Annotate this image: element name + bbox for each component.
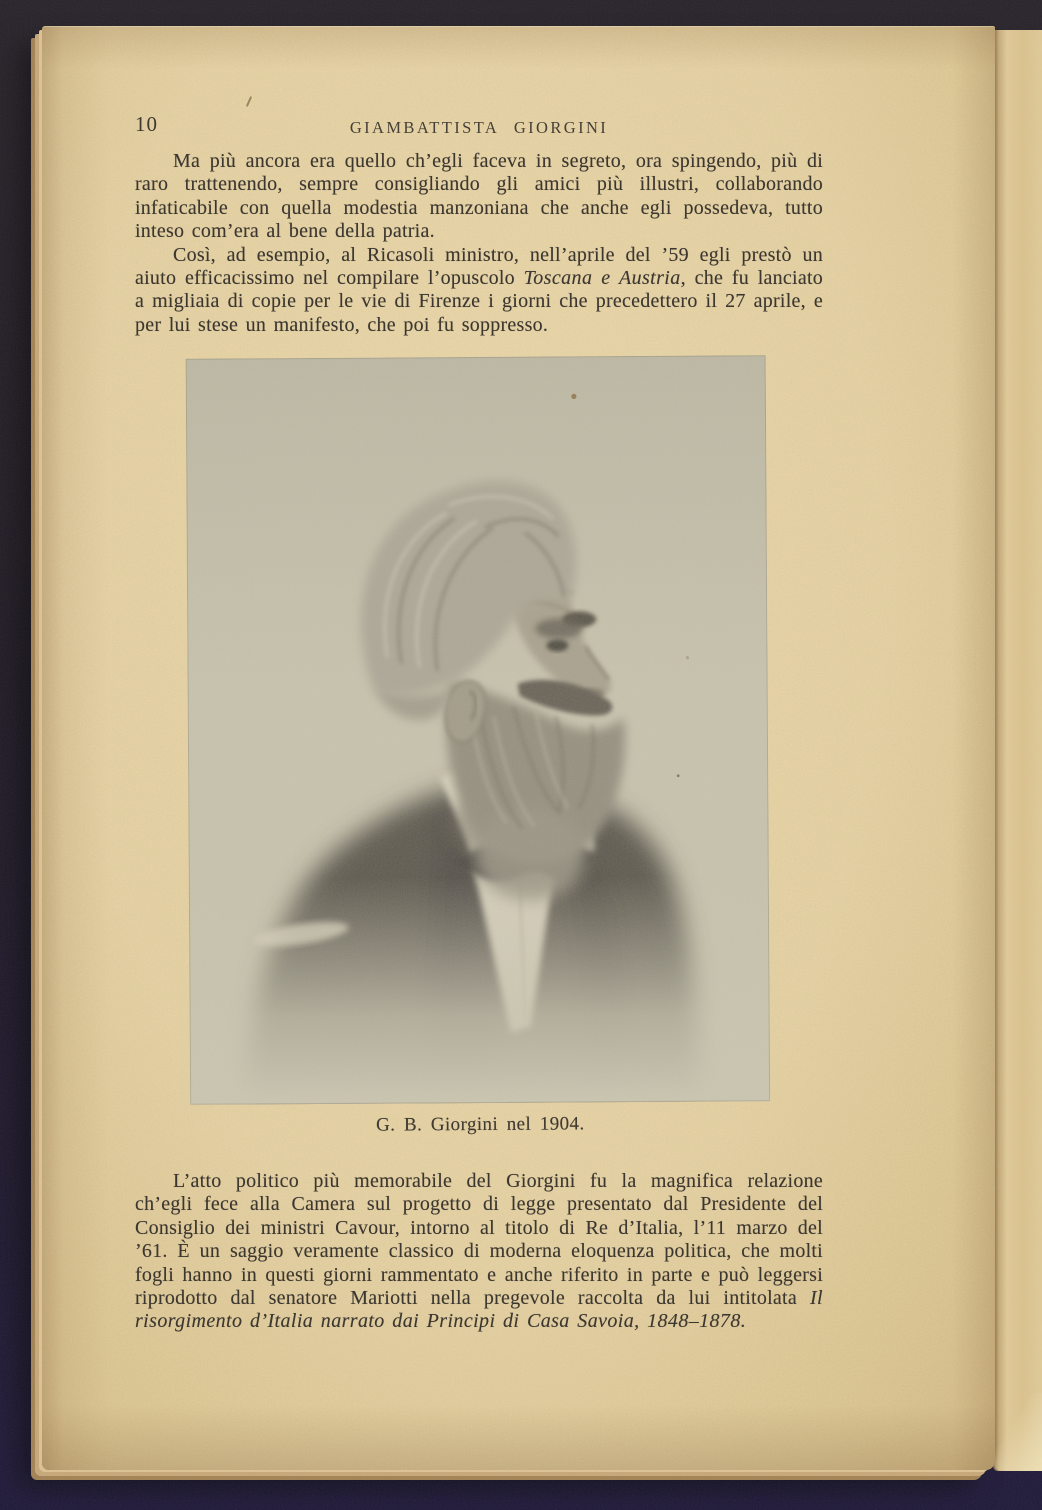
paper-scratch-mark: [246, 96, 252, 107]
text-segment: L’atto politico più memorabile del Giorgini fu la magnifica relazione ch’egli fece alla Camera sul progetto di legge presentato dal Presidente del Consiglio dei ministri Cavour, intorno al titolo di Re d’Italia, l’11 marzo del ’61. È un saggio veramente classico di moderna eloquenza politica, che molti fogli hanno in questi giorni rammentato e anche riferito in parte e può leggersi riprodotto dal senatore Mariotti nella pregevole raccolta da lui intitolata: [135, 1170, 823, 1310]
running-header: GIAMBATTISTA GIORGINI: [349, 118, 609, 137]
lower-text-block: [135, 1170, 823, 1334]
figure-caption: G. B. Giorgini nel 1904.: [375, 1113, 585, 1136]
page-number: 10: [135, 112, 158, 136]
paragraph-first: Ma più ancora era quello ch’egli faceva in segreto, ora spingendo, più di raro trattenendo, sempre consigliando gli amici più illustri, collaborando infaticabile con quella modestia manzoniana che anche egli possedeva, tutto inteso com’era al bene della patria.: [135, 150, 823, 243]
italic-book-title: Il risorgimento d’Italia narrato dai Principi di Casa Savoia, 1848–1878.: [135, 1287, 823, 1333]
portrait-photo: [186, 355, 771, 1105]
book-page: [42, 26, 995, 1470]
portrait-figure: [186, 355, 771, 1138]
upper-text-block: [135, 150, 823, 337]
paragraph-second: [135, 244, 823, 338]
text-segment: Così, ad esempio, al Ricasoli ministro, nell’aprile del ’59 egli prestò un aiuto efficacissimo nel compilare l’opuscolo: [135, 243, 823, 290]
text-segment: , che fu lanciato a migliaia di copie per le vie di Firenze i giorni che precedettero il 27 aprile, e per lui stese un manifesto, che poi fu soppresso.: [135, 267, 823, 336]
next-page-edge: [993, 30, 1042, 1471]
paragraph-third: [135, 1170, 823, 1334]
italic-pamphlet-title: Toscana e Austria: [523, 267, 681, 290]
